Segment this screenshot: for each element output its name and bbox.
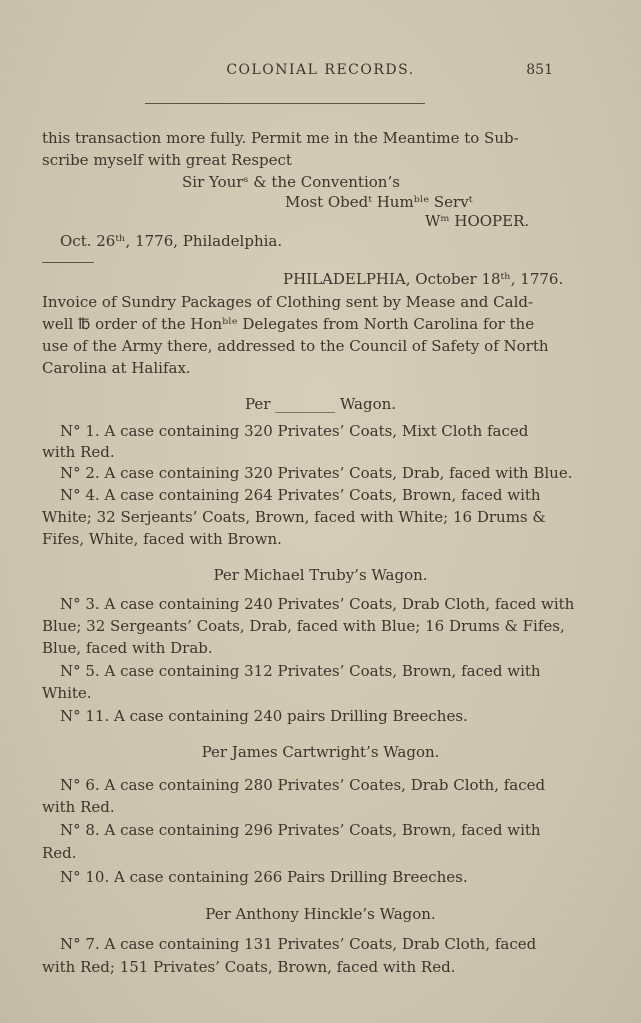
entry-line: N° 2. A case containing 320 Privates’ Coats, Drab, faced with Blue.: [60, 464, 573, 482]
wagon-heading: Per Anthony Hinckle’s Wagon.: [205, 905, 436, 923]
entry-line: White; 32 Serjeants’ Coats, Brown, faced with White; 16 Drums &: [42, 508, 546, 526]
invoice-place-date: PHILADELPHIA, October 18ᵗʰ, 1776.: [283, 270, 564, 288]
invoice-intro-line: Carolina at Halifax.: [42, 359, 191, 377]
entry-line: White.: [42, 684, 92, 702]
entry-line: Blue, faced with Drab.: [42, 639, 213, 657]
entry-line: N° 5. A case containing 312 Privates’ Coats, Brown, faced with: [60, 662, 541, 680]
entry-line: Red.: [42, 844, 77, 862]
entry-line: with Red; 151 Privates’ Coats, Brown, faced with Red.: [42, 958, 456, 976]
entry-line: N° 10. A case containing 266 Pairs Drilling Breeches.: [60, 868, 468, 886]
section-rule: [42, 262, 94, 263]
entry-line: Fifes, White, faced with Brown.: [42, 530, 282, 548]
wagon-heading: Per ________ Wagon.: [244, 395, 397, 413]
letter-line: Sir Yourˢ & the Convention’s: [182, 173, 400, 191]
entry-line: N° 4. A case containing 264 Privates’ Coats, Brown, faced with: [60, 486, 541, 504]
signature: Wᵐ HOOPER.: [425, 212, 530, 230]
entry-line: N° 3. A case containing 240 Privates’ Coats, Drab Cloth, faced with: [60, 595, 575, 613]
entry-line: N° 6. A case containing 280 Privates’ Coates, Drab Cloth, faced: [60, 776, 546, 794]
dateline: Oct. 26ᵗʰ, 1776, Philadelphia.: [60, 232, 283, 250]
entry-line: with Red.: [42, 798, 115, 816]
entry-line: N° 11. A case containing 240 pairs Drilling Breeches.: [60, 707, 468, 725]
running-head: [0, 62, 641, 82]
entry-line: with Red.: [42, 443, 115, 461]
letter-line: scribe myself with great Respect: [42, 151, 292, 169]
page-number: 851: [526, 62, 553, 78]
entry-line: Blue; 32 Sergeants’ Coats, Drab, faced with Blue; 16 Drums & Fifes,: [42, 617, 565, 635]
entry-line: N° 8. A case containing 296 Privates’ Coats, Brown, faced with: [60, 821, 541, 839]
entry-line: N° 7. A case containing 131 Privates’ Coats, Drab Cloth, faced: [60, 935, 537, 953]
invoice-intro-line: Invoice of Sundry Packages of Clothing sent by Mease and Cald-: [42, 293, 534, 311]
running-title: COLONIAL RECORDS.: [226, 62, 415, 78]
entry-line: N° 1. A case containing 320 Privates’ Coats, Mixt Cloth faced: [60, 422, 529, 440]
invoice-intro-line: use of the Army there, addressed to the Council of Safety of North: [42, 337, 549, 355]
invoice-intro-line: well ℔ order of the Honᵇˡᵉ Delegates from North Carolina for the: [42, 315, 535, 333]
wagon-heading: Per James Cartwright’s Wagon.: [201, 743, 440, 761]
letter-line: Most Obedᵗ Humᵇˡᵉ Servᵗ: [285, 193, 473, 211]
header-rule: [145, 103, 425, 104]
wagon-heading: Per Michael Truby’s Wagon.: [213, 566, 428, 584]
letter-line: this transaction more fully. Permit me in the Meantime to Sub-: [42, 129, 519, 147]
